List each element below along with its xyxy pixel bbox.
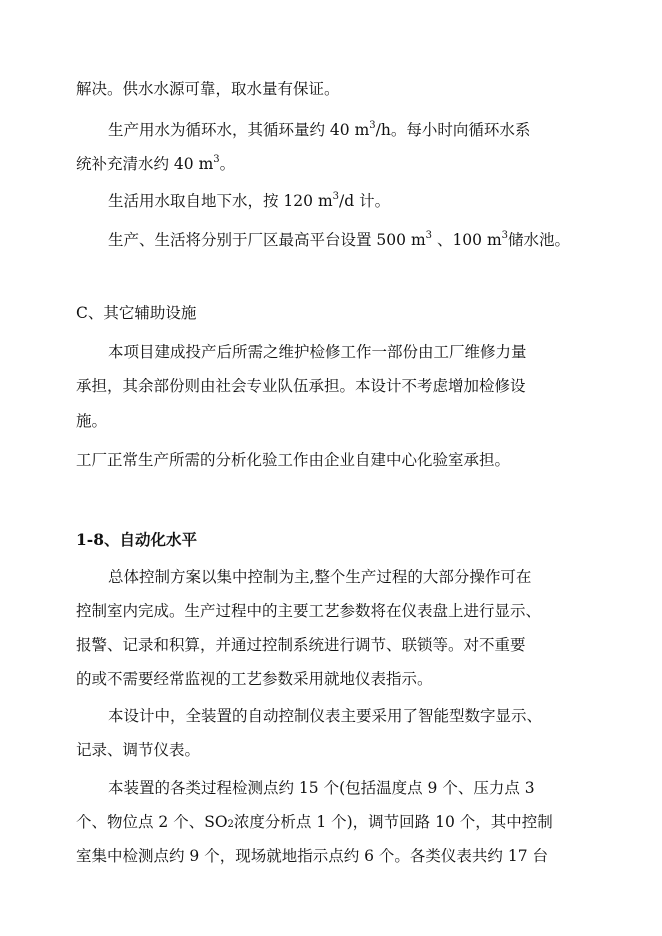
text-line (108, 229, 570, 251)
text-segment: 生活用水取自地下水，按 120 m (108, 192, 333, 210)
section-heading: 1-8、自动化水平 (76, 530, 198, 549)
text-line: 总体控制方案以集中控制为主,整个生产过程的大部分操作可在 (108, 568, 532, 586)
text-segment: /d 计。 (339, 192, 391, 210)
text-line: 记录、调节仪表。 (76, 741, 201, 759)
text-segment: 、100 m (432, 231, 502, 249)
text-line: 的或不需要经常监视的工艺参数采用就地仪表指示。 (76, 670, 433, 688)
text-line: 本装置的各类过程检测点约 15 个(包括温度点 9 个、压力点 3 (108, 779, 535, 797)
text-line (108, 190, 390, 212)
text-line: 施。 (76, 412, 108, 430)
text-segment: 储水池。 (508, 231, 571, 249)
subscript: 2 (227, 819, 234, 830)
superscript: 3 (425, 230, 433, 241)
text-segment: 。 (219, 155, 236, 173)
superscript: 3 (369, 120, 376, 131)
text-line (76, 811, 553, 833)
text-segment: 生产、生活将分别于厂区最高平台设置 500 m (108, 231, 426, 249)
text-line (76, 153, 235, 175)
section-heading: C、其它辅助设施 (76, 304, 197, 322)
text-line: 解决。供水水源可靠，取水量有保证。 (76, 80, 340, 98)
text-line: 本项目建成投产后所需之维护检修工作一部份由工厂维修力量 (108, 343, 527, 361)
text-line (108, 119, 530, 141)
text-segment: 统补充清水约 40 m (76, 155, 214, 173)
text-line: 本设计中，全装置的自动控制仪表主要采用了智能型数字显示、 (108, 707, 543, 725)
text-segment: /h。每小时向循环水系 (375, 121, 531, 139)
superscript: 3 (332, 191, 340, 202)
text-line: 控制室内完成。生产过程中的主要工艺参数将在仪表盘上进行显示、 (76, 602, 542, 620)
text-segment: 浓度分析点 1 个)，调节回路 10 个，其中控制 (233, 813, 553, 831)
text-line: 室集中检测点约 9 个，现场就地指示点约 6 个。各类仪表共约 17 台 (76, 847, 549, 865)
superscript: 3 (213, 154, 220, 165)
text-line: 报警、记录和积算，并通过控制系统进行调节、联锁等。对不重要 (76, 636, 526, 654)
text-line: 工厂正常生产所需的分析化验工作由企业自建中心化验室承担。 (76, 451, 511, 469)
text-segment: 生产用水为循环水，其循环量约 40 m (108, 121, 370, 139)
text-line: 承担，其余部份则由社会专业队伍承担。本设计不考虑增加检修设 (76, 377, 526, 395)
text-segment: 个、物位点 2 个、SO (76, 813, 228, 831)
superscript: 3 (501, 230, 509, 241)
